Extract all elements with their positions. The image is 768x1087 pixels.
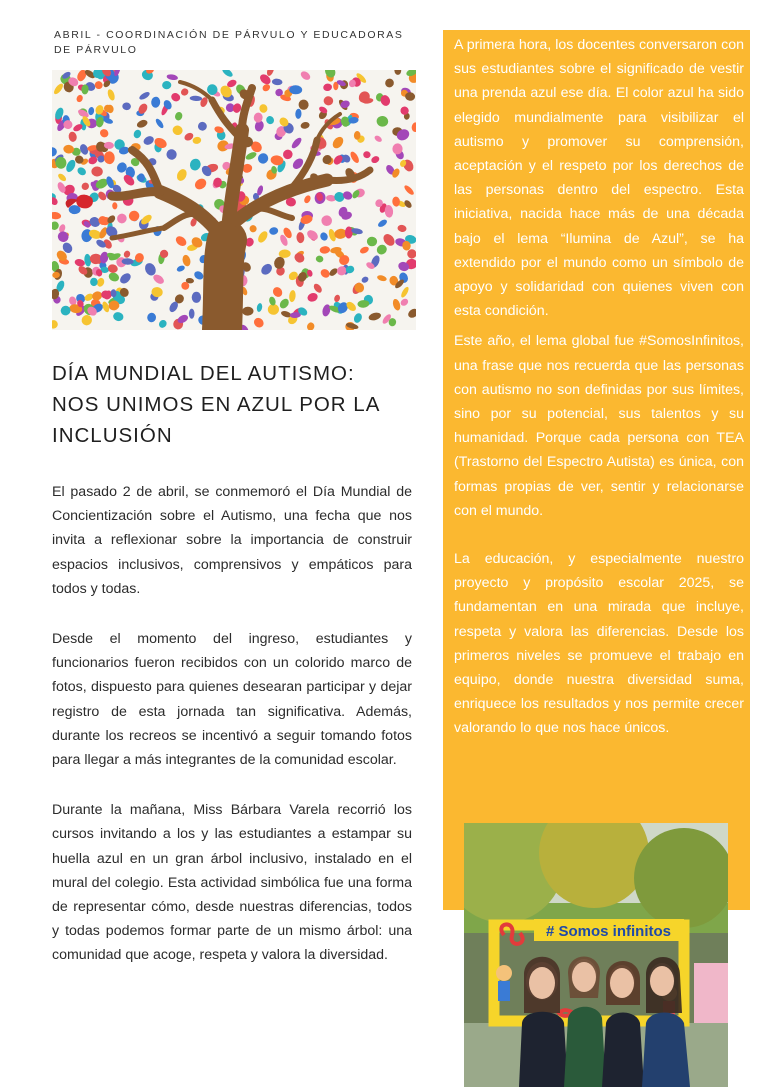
fingerprint-dot bbox=[175, 168, 188, 183]
tree-mural-graphic bbox=[52, 70, 416, 330]
fingerprint-dot bbox=[88, 107, 95, 116]
fingerprint-dot bbox=[352, 312, 363, 324]
fingerprint-dot bbox=[375, 243, 389, 257]
fingerprint-dot bbox=[122, 102, 131, 110]
fingerprint-dot bbox=[256, 303, 263, 313]
fingerprint-dot bbox=[181, 254, 191, 267]
fingerprint-dot bbox=[249, 224, 258, 233]
fingerprint-dot bbox=[303, 194, 312, 204]
fingerprint-dot bbox=[333, 294, 341, 303]
fingerprint-dot bbox=[403, 184, 415, 196]
fingerprint-dot bbox=[299, 70, 312, 82]
body-paragraph: Durante la mañana, Miss Bárbara Varela recorrió los cursos invitando a los y las estudiantes a estampar su huella azul en un gran árbol inclusivo, instalado en el mural del colegio. Esta actividad simbólica fue una forma de representar cómo, desde nuestras diferencias, todos y todas podemos formar parte de un mismo árbol: una comunidad que acoge, respeta y valora la diversidad. bbox=[52, 802, 412, 964]
fingerprint-dot bbox=[107, 263, 119, 273]
fingerprint-dot bbox=[331, 135, 346, 150]
fingerprint-dot bbox=[259, 103, 269, 113]
fingerprint-dot bbox=[162, 81, 171, 90]
fingerprint-dot bbox=[59, 305, 71, 317]
fingerprint-dot bbox=[189, 309, 195, 319]
article-headline bbox=[52, 358, 402, 451]
fingerprint-dot bbox=[170, 91, 182, 102]
fingerprint-dot bbox=[259, 262, 274, 277]
fingerprint-dot bbox=[383, 77, 395, 89]
frame-sign-text: # Somos infinitos bbox=[546, 923, 672, 940]
fingerprint-dot bbox=[52, 82, 64, 95]
fingerprint-dot bbox=[138, 90, 151, 101]
fingerprint-dot bbox=[367, 236, 378, 246]
body-paragraph: El pasado 2 de abril, se conmemoró el Día Mundial de Concientización sobre el Autismo, una fecha que nos invita a reflexionar sobre la importancia de construir espacios inclusivos, comprensivos y empáticos para todos y todas. bbox=[52, 484, 412, 597]
fingerprint-dot bbox=[116, 213, 127, 224]
fingerprint-dot bbox=[290, 136, 303, 150]
fingerprint-dot bbox=[394, 70, 401, 75]
fingerprint-dot bbox=[315, 255, 324, 263]
fingerprint-dot bbox=[127, 209, 141, 223]
fingerprint-dot bbox=[368, 311, 382, 321]
fingerprint-dot bbox=[400, 286, 410, 299]
fingerprint-dot bbox=[103, 151, 115, 165]
fingerprint-dot bbox=[154, 117, 165, 129]
fingerprint-dot bbox=[296, 232, 305, 244]
fingerprint-dot bbox=[56, 229, 71, 243]
fingerprint-tree-mural-image bbox=[52, 70, 416, 330]
fingerprint-dot bbox=[123, 250, 131, 259]
fingerprint-dot bbox=[165, 148, 178, 161]
fingerprint-dot bbox=[272, 78, 283, 85]
fingerprint-dot bbox=[52, 211, 61, 220]
fingerprint-dot bbox=[68, 131, 78, 143]
fingerprint-dot bbox=[256, 151, 270, 165]
fingerprint-dot bbox=[256, 230, 269, 245]
fingerprint-dot bbox=[323, 83, 333, 92]
fingerprint-dot bbox=[107, 271, 120, 283]
fingerprint-dot bbox=[323, 95, 334, 106]
fingerprint-dot bbox=[147, 313, 156, 323]
fingerprint-dot bbox=[363, 151, 372, 159]
fingerprint-dot bbox=[196, 120, 208, 132]
section-header: ABRIL - COORDINACIÓN DE PÁRVULO Y EDUCADORAS DE PÁRVULO bbox=[54, 29, 404, 56]
fingerprint-dot bbox=[192, 136, 202, 144]
fingerprint-dot bbox=[373, 134, 383, 143]
fingerprint-dot bbox=[306, 292, 319, 303]
fingerprint-dot bbox=[271, 285, 284, 298]
fingerprint-dot bbox=[112, 202, 117, 209]
fingerprint-dot bbox=[245, 151, 258, 162]
fingerprint-dot bbox=[91, 166, 103, 177]
headline-line-3: INCLUSIÓN bbox=[52, 424, 173, 447]
right-column-body bbox=[454, 33, 744, 741]
fingerprint-dot bbox=[52, 146, 58, 157]
fingerprint-dot bbox=[392, 298, 402, 311]
fingerprint-dot bbox=[190, 95, 203, 101]
fingerprint-dot bbox=[376, 115, 389, 127]
fingerprint-dot bbox=[360, 275, 369, 284]
fingerprint-dot bbox=[80, 181, 90, 191]
fingerprint-dot bbox=[278, 297, 291, 310]
fingerprint-dot bbox=[157, 318, 168, 329]
fingerprint-dot bbox=[221, 70, 234, 78]
fingerprint-dot bbox=[289, 290, 297, 303]
fingerprint-dot bbox=[399, 297, 409, 307]
fingerprint-dot bbox=[193, 176, 208, 191]
fingerprint-dot bbox=[52, 220, 60, 232]
fingerprint-dot bbox=[377, 218, 388, 228]
fingerprint-dot bbox=[319, 246, 330, 254]
fingerprint-dot bbox=[189, 157, 202, 171]
highlight-paragraph: A primera hora, los docentes conversaron con sus estudiantes sobre el significado de vestir una prenda azul ese día. El color azul ha sido elegido mundialmente para visibilizar el autismo y promover su comprensión, aceptación y el respeto por los derechos de las personas dentro del espectro. Esta iniciativa, nacida hace más de una década bajo el lema “Ilumina de Azul”, se ha extendido por el mundo como un símbolo de apoyo y solidaridad con quienes viven con esta condición. bbox=[454, 37, 744, 320]
fingerprint-dot bbox=[319, 231, 329, 242]
headline-line-1: DÍA MUNDIAL DEL AUTISMO: bbox=[52, 362, 355, 385]
fingerprint-dot bbox=[93, 80, 104, 91]
fingerprint-dot bbox=[136, 118, 149, 129]
fingerprint-dot bbox=[174, 234, 188, 248]
group-photo-graphic bbox=[464, 823, 728, 1087]
body-paragraph: Desde el momento del ingreso, estudiantes y funcionarios fueron recibidos con un colorido marco de fotos, dispuesto para quienes desearan participar y dejar registro de esta jornada tan significativa. Además, durante los recreos se incentivó a seguir tomando fotos para llegar a más integrantes de la comunidad escolar. bbox=[52, 631, 412, 769]
fingerprint-dot bbox=[242, 307, 254, 316]
fingerprint-dot bbox=[406, 307, 416, 320]
fingerprint-dot bbox=[74, 258, 86, 268]
fingerprint-dot bbox=[269, 226, 279, 235]
fingerprint-dot bbox=[376, 274, 387, 282]
fingerprint-dot bbox=[265, 115, 276, 126]
fingerprint-dot bbox=[118, 271, 133, 285]
highlight-paragraph: La educación, y especialmente nuestro proyecto y propósito escolar 2025, se fundamentan en una mirada que incluye, respeta y valora las diferencias. Desde los primeros niveles se promueve el trabajo en equipo, donde nuestra diversidad suma, enriquece los resultados y nos permite crecer valorando lo que nos hace únicos. bbox=[454, 551, 744, 737]
fingerprint-dot bbox=[75, 94, 83, 103]
fingerprint-dot bbox=[321, 304, 331, 318]
fingerprint-dot bbox=[295, 109, 302, 120]
fingerprint-dot bbox=[359, 245, 370, 255]
fingerprint-dot bbox=[319, 213, 334, 228]
fingerprint-dot bbox=[349, 150, 361, 164]
fingerprint-dot bbox=[306, 321, 315, 330]
fingerprint-dot bbox=[132, 129, 142, 140]
fingerprint-dot bbox=[180, 87, 190, 97]
fingerprint-dot bbox=[166, 74, 178, 81]
fingerprint-dot bbox=[293, 251, 307, 265]
fingerprint-dot bbox=[397, 224, 407, 233]
fingerprint-dot bbox=[112, 311, 124, 322]
fingerprint-dot bbox=[52, 319, 58, 329]
fingerprint-dot bbox=[281, 148, 294, 161]
fingerprint-dot bbox=[193, 270, 205, 282]
fingerprint-dot bbox=[279, 249, 291, 258]
fingerprint-dot bbox=[192, 292, 201, 303]
headline-line-2: NOS UNIMOS EN AZUL POR LA bbox=[52, 393, 381, 416]
highlight-paragraph: Este año, el lema global fue #SomosInfinitos, una frase que nos recuerda que las personas con autismo no son definidas por sus límites, sino por su potencial, sus talentos y su humanidad. Porque cada persona con TEA (Trastorno del Espectro Autista) es única, con formas propias de ver, sentir y relacionarse con el mundo. bbox=[454, 333, 744, 519]
fingerprint-dot bbox=[171, 124, 184, 137]
fingerprint-dot bbox=[98, 127, 110, 139]
fingerprint-dot bbox=[252, 316, 266, 330]
fingerprint-dot bbox=[151, 96, 161, 108]
fingerprint-dot bbox=[176, 264, 186, 272]
fingerprint-dot bbox=[57, 172, 68, 182]
fingerprint-dot bbox=[90, 278, 98, 286]
left-column-body bbox=[52, 480, 412, 994]
fingerprint-dot bbox=[370, 155, 380, 165]
fingerprint-dot bbox=[300, 121, 310, 129]
fingerprint-dot bbox=[312, 282, 323, 294]
fingerprint-dot bbox=[76, 166, 87, 177]
fingerprint-dot bbox=[142, 134, 155, 146]
somos-infinitos-group-photo bbox=[464, 823, 728, 1087]
fingerprint-dot bbox=[411, 122, 416, 132]
fingerprint-dot bbox=[106, 88, 116, 101]
fingerprint-dot bbox=[174, 111, 184, 121]
